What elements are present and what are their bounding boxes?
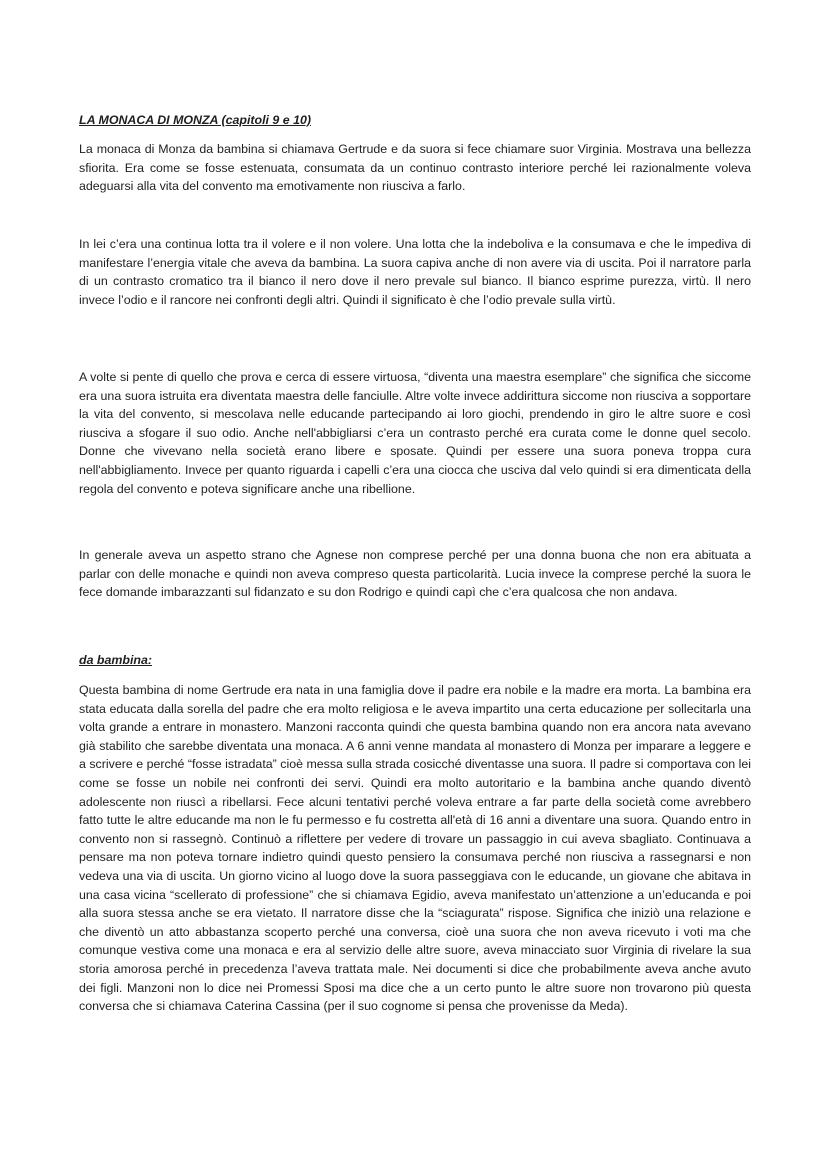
paragraph-bambina: Questa bambina di nome Gertrude era nata in una famiglia dove il padre era nobile e la madre era morta. La bambina era stata educata dalla sorella del padre che era molto religiosa e le aveva impartito una certa educazione per sollecitarla una volta grande a entrare in monastero. Manzoni racconta quindi che questa bambina quando non era ancora nata avevano già stabilito che sarebbe diventata una monaca. A 6 anni venne mandata al monastero di Monza per imparare a leggere e a scrivere e perché “fosse istradata” cioè messa sulla strada cosicché diventasse una suora. Il padre si comportava con lei come se fosse un nobile nei confronti dei servi. Quindi era molto autoritario e la bambina anche quando diventò adolescente non riuscì a ribellarsi. Fece alcuni tentativi perché voleva entrare a far parte della società come avrebbero fatto tutte le altre educande ma non le fu permesso e fu costretta all'età di 16 anni a diventare una suora. Quando entro in convento non si rassegnò. Continuò a riflettere per vedere di trovare un passaggio in cui aveva sbagliato. Continuava a pensare ma non poteva tornare indietro quindi questo pensiero la consumava perché non riusciva a rassegnarsi e non vedeva una via di uscita. Un giorno vicino al luogo dove la suora passeggiava con le educande, un giovane che abitava in una casa vicina “scellerato di professione” che si chiamava Egidio, aveva manifestato un’attenzione a un’educanda e poi alla suora stessa anche se era vietato. Il narratore disse che la “sciagurata” rispose. Significa che iniziò una relazione e che diventò un atto abbastanza scoperto perché una conversa, cioè una suora che non aveva ricevuto i voti ma che comunque vestiva come una monaca e era al servizio delle altre suore, aveva minacciato suor Virginia di rivelare la sua storia amorosa perché in precedenza l’aveva trattata male. Nei documenti si dice che probabilmente aveva anche avuto dei figli. Manzoni non lo dice nei Promessi Sposi ma dice che a un certo punto le altre suore non trovarono più questa conversa che si chiamava Caterina Cassina (per il suo cognome si pensa che provenisse da Meda). bbox=[79, 683, 751, 1014]
section-heading: da bambina: bbox=[79, 653, 152, 667]
paragraph-intro: La monaca di Monza da bambina si chiamava Gertrude e da suora si fece chiamare suor Virginia. Mostrava una bellezza sfiorita. Era come se fosse estenuata, consumata da un continuo contrasto interiore perché lei razionalmente voleva adeguarsi alla vita del convento ma emotivamente non riusciva a farlo. bbox=[79, 142, 751, 194]
paragraph-virtuosa: A volte si pente di quello che prova e cerca di essere virtuosa, “diventa una maestra esemplare” che significa che siccome era una suora istruita era diventata maestra delle fanciulle. Altre volte invece addirittura siccome non riusciva a sopportare la vita del convento, si mescolava nelle educande partecipando ai loro giochi, prendendo in giro le altre suore e così riusciva a sfogare il suo odio. Anche nell'abbigliarsi c’era un contrasto perché era curata come le donne quel secolo. Donne che vivevano nella società erano libere e sposate. Quindi per essere una suora poneva troppa cura nell'abbigliamento. Invece per quanto riguarda i capelli c’era una ciocca che usciva dal velo quindi si era dimenticata della regola del convento e poteva significare anche una ribellione. bbox=[79, 370, 751, 496]
paragraph-aspetto: In generale aveva un aspetto strano che Agnese non comprese perché per una donna buona che non era abituata a parlar con delle monache e quindi non aveva compreso questa particolarità. Lucia invece la comprese perché la suora le fece domande imbarazzanti sul fidanzato e su don Rodrigo e quindi capì che c’era qualcosa che non andava. bbox=[79, 548, 751, 600]
paragraph-lotta: In lei c’era una continua lotta tra il volere e il non volere. Una lotta che la indeboliva e la consumava e che le impediva di manifestare l’energia vitale che aveva da bambina. La suora capiva anche di non avere via di uscita. Poi il narratore parla di un contrasto cromatico tra il bianco il nero dove il nero prevale sul bianco. Il bianco esprime purezza, virtù. Il nero invece l’odio e il rancore nei confronti degli altri. Quindi il significato è che l’odio prevale sulla virtù. bbox=[79, 237, 751, 307]
document-title: LA MONACA DI MONZA (capitoli 9 e 10) bbox=[79, 113, 311, 127]
